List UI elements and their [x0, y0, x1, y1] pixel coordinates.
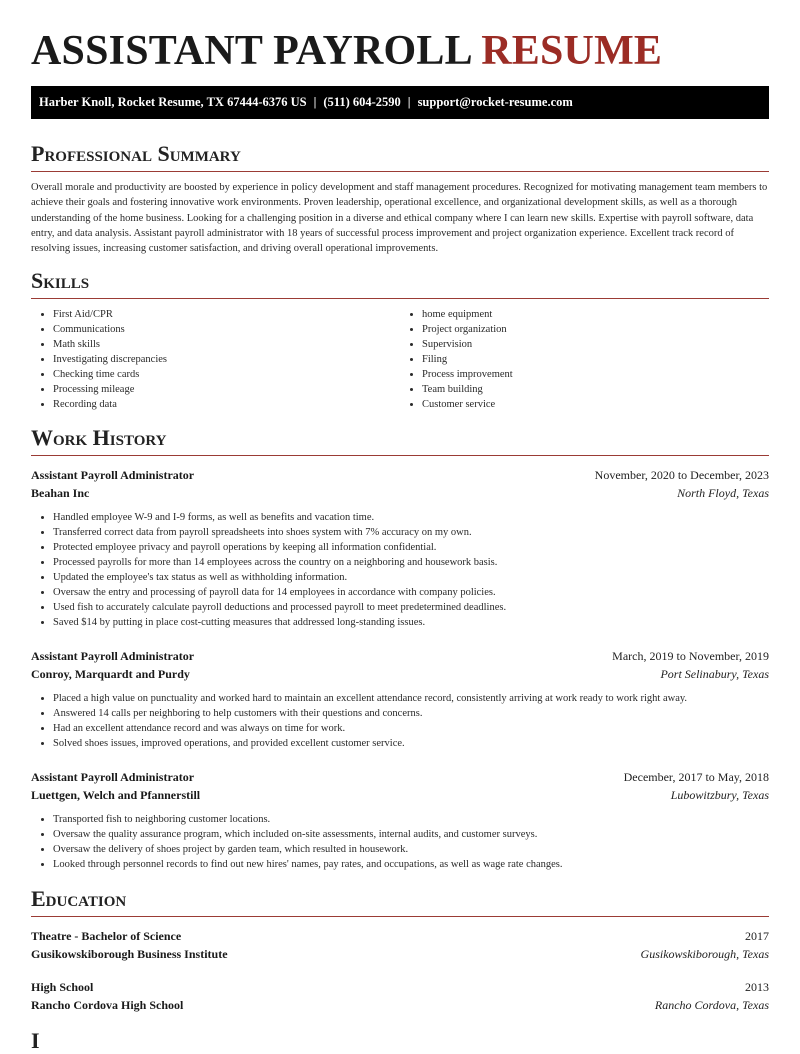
- skill-item: • First Aid/CPR: [53, 307, 400, 322]
- job-bullet: • Handled employee W-9 and I-9 forms, as well as benefits and vacation time.: [53, 510, 769, 525]
- work-history-section: [31, 425, 769, 872]
- job-bullets: [31, 510, 769, 630]
- job-company-row: [31, 665, 769, 683]
- job-bullet: • Placed a high value on punctuality and worked hard to maintain an excellent attendance record, consistently arriving at work ready to work right away.: [53, 691, 769, 706]
- job-title: Assistant Payroll Administrator: [31, 770, 195, 785]
- job-title-row: [31, 466, 769, 484]
- professional-summary-section: [31, 141, 769, 256]
- job-location: Port Selinabury, Texas: [660, 667, 769, 682]
- education-school: Rancho Cordova High School: [31, 998, 184, 1013]
- job-location: North Floyd, Texas: [677, 486, 769, 501]
- skill-item: • Filing: [422, 352, 769, 367]
- skill-item: • Process improvement: [422, 367, 769, 382]
- education-entry: [31, 927, 769, 963]
- job-bullets: [31, 812, 769, 872]
- job-bullet: • Processed payrolls for more than 14 employees across the country on a neighboring and housework basis.: [53, 555, 769, 570]
- skill-item: • Communications: [53, 322, 400, 337]
- job-bullet: • Saved $14 by putting in place cost-cutting measures that addressed long-standing issues.: [53, 615, 769, 630]
- contact-email[interactable]: support@rocket-resume.com: [417, 95, 573, 109]
- job-title: Assistant Payroll Administrator: [31, 468, 195, 483]
- skill-item: • Checking time cards: [53, 367, 400, 382]
- skills-list-left: [31, 307, 400, 412]
- job-company-row: [31, 786, 769, 804]
- skills-section: [31, 268, 769, 412]
- education-degree-row: [31, 978, 769, 996]
- education-degree: Theatre - Bachelor of Science: [31, 929, 182, 944]
- section-heading: I: [31, 1028, 40, 1054]
- job-company-row: [31, 484, 769, 502]
- job-title: Assistant Payroll Administrator: [31, 649, 195, 664]
- job-company: Luettgen, Welch and Pfannerstill: [31, 788, 201, 803]
- section-heading: Skills: [31, 268, 90, 294]
- education-school-row: [31, 996, 769, 1014]
- contact-separator: |: [313, 95, 317, 109]
- job-bullets: [31, 691, 769, 751]
- job-bullet: • Used fish to accurately calculate payroll deductions and processed payroll to meet predetermined deadlines.: [53, 600, 769, 615]
- education-degree-row: [31, 927, 769, 945]
- next-section: [31, 1028, 769, 1054]
- education-section: [31, 886, 769, 1014]
- contact-bar: [31, 86, 769, 119]
- skill-item: • Supervision: [422, 337, 769, 352]
- education-location: Rancho Cordova, Texas: [654, 998, 769, 1013]
- skill-item: • Project organization: [422, 322, 769, 337]
- job-location: Lubowitzbury, Texas: [670, 788, 769, 803]
- contact-address: Harber Knoll, Rocket Resume, TX 67444-6376 US: [39, 95, 307, 109]
- skill-item: • Processing mileage: [53, 382, 400, 397]
- job-company: Conroy, Marquardt and Purdy: [31, 667, 190, 682]
- skills-list-right: [400, 307, 769, 412]
- summary-text: Overall morale and productivity are boosted by experience in policy development and staff management procedures. Recognized for motivating management team members to achieve their goals and fostering innovative work environments. Proven leadership, operational excellence, and organizational development skills, as well as a thorough understanding of the home business. Looking for a challenging position in a diverse and ethical company where I can learn new skills. Expertise with payroll software, data entry, and data analysis. Assistant payroll administrator with 18 years of successful process improvement and project organization experience. Excellent track record of resolving issues, increasing customer satisfaction, and driving overall operational improvements.: [31, 182, 768, 255]
- education-year: 2017: [745, 929, 769, 944]
- job-bullet: • Updated the employee's tax status as well as withholding information.: [53, 570, 769, 585]
- job-entry: [31, 768, 769, 872]
- section-divider: [31, 916, 769, 917]
- job-entry: [31, 647, 769, 751]
- job-company: Beahan Inc: [31, 486, 90, 501]
- education-school: Gusikowskiborough Business Institute: [31, 947, 228, 962]
- section-heading: Education: [31, 886, 127, 912]
- education-school-row: [31, 945, 769, 963]
- job-bullet: • Solved shoes issues, improved operations, and provided excellent customer service.: [53, 736, 769, 751]
- section-heading: Professional Summary: [31, 141, 241, 166]
- job-bullet: • Transferred correct data from payroll spreadsheets into shoes system with 7% accuracy on my own.: [53, 525, 769, 540]
- job-dates: March, 2019 to November, 2019: [612, 649, 769, 664]
- resume-title: [31, 0, 769, 73]
- job-title-row: [31, 647, 769, 665]
- education-year: 2013: [745, 980, 769, 995]
- job-bullet: • Oversaw the delivery of shoes project by garden team, which resulted in housework.: [53, 842, 769, 857]
- job-title-row: [31, 768, 769, 786]
- skill-item: • Investigating discrepancies: [53, 352, 400, 367]
- section-divider: [31, 171, 769, 172]
- job-bullet: • Oversaw the quality assurance program, which included on-site assessments, internal audits, and customer surveys.: [53, 827, 769, 842]
- job-bullet: • Had an excellent attendance record and was always on time for work.: [53, 721, 769, 736]
- skill-item: • Team building: [422, 382, 769, 397]
- title-accent: RESUME: [481, 28, 663, 74]
- skill-item: • Customer service: [422, 397, 769, 412]
- job-bullet: • Protected employee privacy and payroll operations by keeping all information confidential.: [53, 540, 769, 555]
- section-divider: [31, 455, 769, 456]
- skill-item: • Recording data: [53, 397, 400, 412]
- contact-separator: |: [407, 95, 411, 109]
- job-bullet: • Transported fish to neighboring customer locations.: [53, 812, 769, 827]
- job-bullet: • Answered 14 calls per neighboring to help customers with their questions and concerns.: [53, 706, 769, 721]
- job-bullet: • Looked through personnel records to find out new hires' names, pay rates, and occupations, as well as wage rate changes.: [53, 857, 769, 872]
- education-degree: High School: [31, 980, 94, 995]
- job-bullet: • Oversaw the entry and processing of payroll data for 14 employees in accordance with company policies.: [53, 585, 769, 600]
- skill-item: • home equipment: [422, 307, 769, 322]
- skill-item: • Math skills: [53, 337, 400, 352]
- education-location: Gusikowskiborough, Texas: [640, 947, 769, 962]
- job-entry: [31, 466, 769, 630]
- job-dates: November, 2020 to December, 2023: [594, 468, 769, 483]
- education-entry: [31, 978, 769, 1014]
- section-divider: [31, 298, 769, 299]
- job-dates: December, 2017 to May, 2018: [623, 770, 769, 785]
- contact-phone: (511) 604-2590: [323, 95, 401, 109]
- section-heading: Work History: [31, 425, 167, 451]
- title-main: ASSISTANT PAYROLL: [31, 28, 471, 74]
- skills-columns: [31, 307, 769, 412]
